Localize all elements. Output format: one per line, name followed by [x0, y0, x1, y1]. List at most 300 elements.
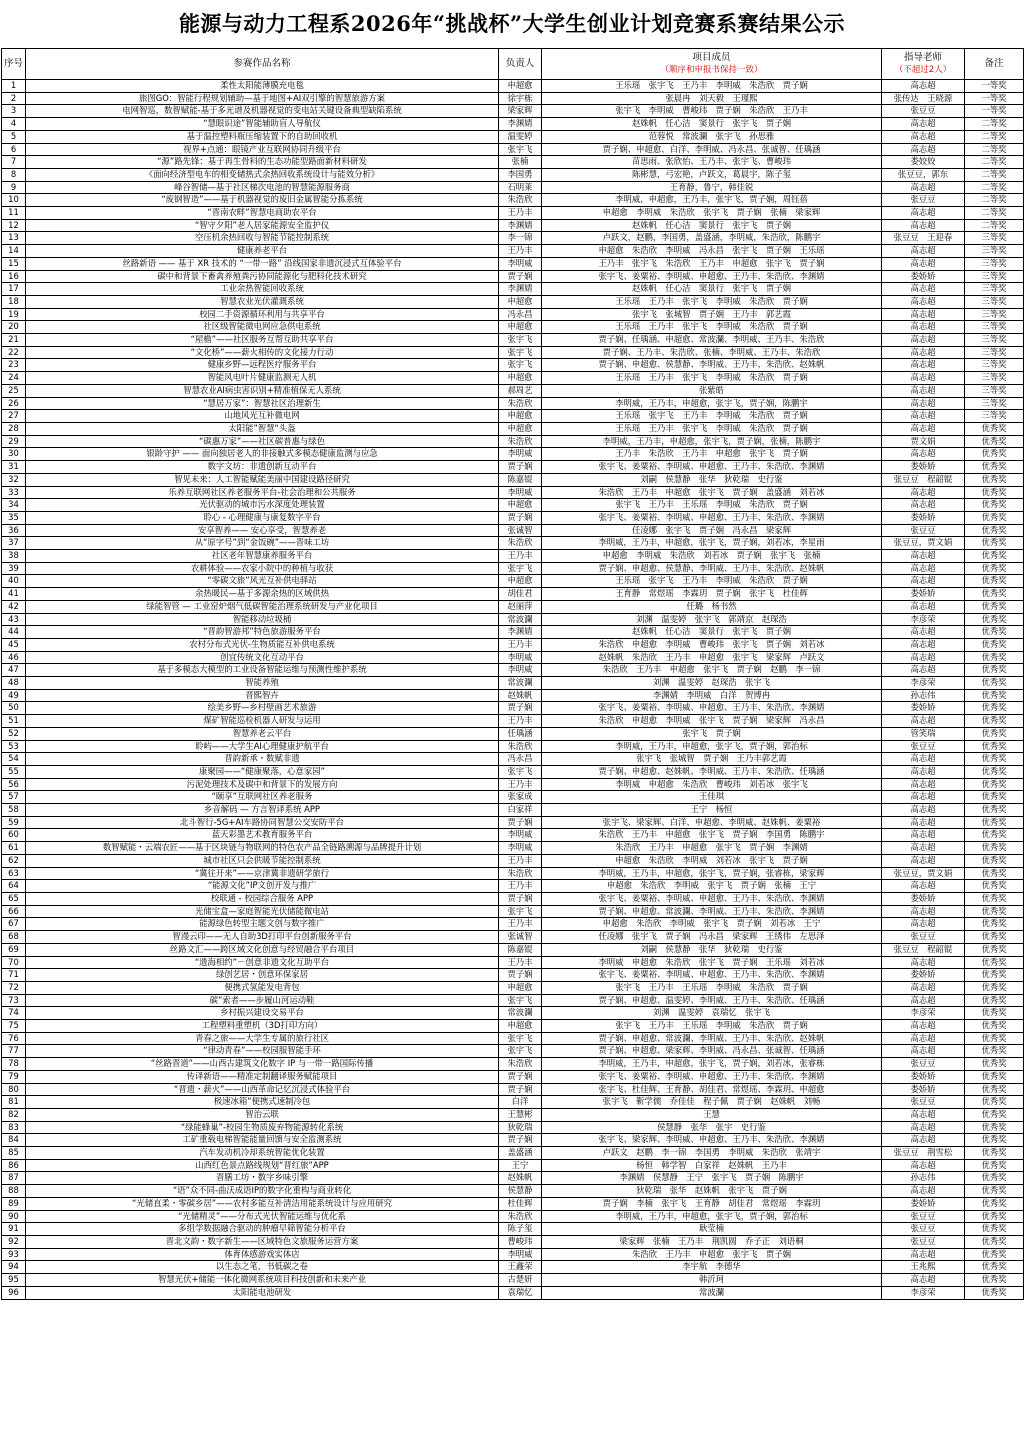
seq-cell: 6: [2, 143, 26, 156]
team-cell: 杨恒 韩学智 白家祥 赵姝帆 王乃丰: [542, 1159, 882, 1172]
table-row: [2, 245, 1024, 258]
table-row: [2, 1159, 1024, 1172]
advisor-cell: 张豆豆 荆雪松: [882, 1147, 965, 1160]
leader-cell: 李明威: [499, 448, 542, 461]
work-cell: 乡村振兴建设交易平台: [26, 1007, 499, 1020]
team-cell: 张宇飞 李明威 曹峻玮 贾子娴 朱浩欣 王乃丰: [542, 105, 882, 118]
table-row: [2, 677, 1024, 690]
remark-cell: 优秀奖: [965, 435, 1024, 448]
team-cell: 王育静 常煜瑶 李霖玥 贾子娴 张宇飞 杜佳辉: [542, 588, 882, 601]
advisor-cell: 张豆豆，郭东: [882, 168, 965, 181]
team-cell: 李明威，申超愈，王乃丰，张宇飞，贾子娴，周钰蓓: [542, 194, 882, 207]
seq-cell: 84: [2, 1134, 26, 1147]
remark-cell: 优秀奖: [965, 677, 1024, 690]
seq-cell: 64: [2, 880, 26, 893]
leader-cell: 张家成: [499, 791, 542, 804]
leader-cell: 常波瀾: [499, 677, 542, 690]
remark-cell: 三等奖: [965, 372, 1024, 385]
advisor-cell: 张豆豆，贾文娟: [882, 537, 965, 550]
remark-cell: 二等奖: [965, 219, 1024, 232]
team-cell: 任璐 杨书然: [542, 600, 882, 613]
work-cell: “零碳文旅”风光互补供电驿站: [26, 575, 499, 588]
team-cell: 刘嗣 侯慧静 张华 狄乾瑞 史行鉴: [542, 473, 882, 486]
advisor-cell: 高志超: [882, 664, 965, 677]
remark-cell: 优秀奖: [965, 461, 1024, 474]
advisor-cell: 高志超: [882, 550, 965, 563]
work-cell: 晋韵新承・数赋非遗: [26, 753, 499, 766]
table-row: [2, 1147, 1024, 1160]
team-cell: 赵姝帆 朱浩欣 王乃丰 申超愈 张宇飞 梁家辉 卢跃文: [542, 651, 882, 664]
table-row: [2, 207, 1024, 220]
team-cell: 张宇飞 贾子娴: [542, 727, 882, 740]
table-row: [2, 613, 1024, 626]
team-cell: 赵姝帆 任心洁 窦景行 张宇飞 贾子娴: [542, 118, 882, 131]
remark-cell: 优秀奖: [965, 1121, 1024, 1134]
work-cell: 传译新语——精准定制翻译服务赋能项目: [26, 1070, 499, 1083]
table-row: [2, 1248, 1024, 1261]
leader-cell: 石明莱: [499, 181, 542, 194]
leader-cell: 狄乾瑞: [499, 1121, 542, 1134]
remark-cell: 优秀奖: [965, 816, 1024, 829]
leader-cell: 申超愈: [499, 410, 542, 423]
work-cell: “晋遗・薪火”——山西革命记忆沉浸式体验平台: [26, 1083, 499, 1096]
team-cell: 王乐瑶 王乃丰 张宇飞 李明威 朱浩欣 贾子娴: [542, 422, 882, 435]
table-row: [2, 410, 1024, 423]
seq-cell: 60: [2, 829, 26, 842]
leader-cell: 赵丽萍: [499, 600, 542, 613]
team-cell: 王乐瑶 王乃丰 张宇飞 李明威 朱浩欣 贾子娴: [542, 321, 882, 334]
work-cell: 体育体感游戏实体店: [26, 1248, 499, 1261]
advisor-cell: 高志超: [882, 1159, 965, 1172]
leader-cell: 李国勇: [499, 168, 542, 181]
table-row: [2, 422, 1024, 435]
seq-cell: 48: [2, 677, 26, 690]
table-row: [2, 638, 1024, 651]
advisor-cell: 高志超: [882, 715, 965, 728]
seq-cell: 81: [2, 1096, 26, 1109]
advisor-cell: 娄娇娇: [882, 461, 965, 474]
team-cell: 张宇飞、姜粟裕、李明威、申超愈、王乃丰、朱浩欣、李渊婧: [542, 511, 882, 524]
leader-cell: 张宇飞: [499, 562, 542, 575]
work-cell: 智慧光伏+储能一体化微网系统项目科技创新和未来产业: [26, 1274, 499, 1287]
leader-cell: 侯慧静: [499, 1185, 542, 1198]
advisor-cell: 张豆豆: [882, 740, 965, 753]
work-cell: 以生态之笔，书低碳之卷: [26, 1261, 499, 1274]
table-row: [2, 765, 1024, 778]
leader-cell: 王乃丰: [499, 638, 542, 651]
work-cell: 工业余热智能回收系统: [26, 283, 499, 296]
seq-cell: 68: [2, 931, 26, 944]
work-cell: 智能移动垃圾桶: [26, 613, 499, 626]
leader-cell: 李渊婧: [499, 219, 542, 232]
table-row: [2, 1083, 1024, 1096]
remark-cell: 三等奖: [965, 270, 1024, 283]
seq-cell: 45: [2, 638, 26, 651]
leader-cell: 贾子娴: [499, 702, 542, 715]
header-leader: 负责人: [499, 49, 542, 80]
advisor-cell: 高志超: [882, 80, 965, 93]
leader-cell: 贾子娴: [499, 1083, 542, 1096]
advisor-cell: 高志超: [882, 372, 965, 385]
seq-cell: 57: [2, 791, 26, 804]
advisor-cell: 张豆豆: [882, 524, 965, 537]
team-cell: 朱浩欣 申超愈 李明威 曹峻玮 张宇飞 贾子娴 刘若冰: [542, 638, 882, 651]
seq-cell: 4: [2, 118, 26, 131]
advisor-cell: 张豆豆 程韶锟: [882, 473, 965, 486]
leader-cell: 赵姝帆: [499, 1172, 542, 1185]
team-cell: 李渊婧 李明威 白洋 贺博冉: [542, 689, 882, 702]
advisor-cell: 高志超: [882, 1134, 965, 1147]
leader-cell: 李明威: [499, 486, 542, 499]
leader-cell: 贾子娴: [499, 969, 542, 982]
table-row: [2, 753, 1024, 766]
work-cell: “光储精灵”——分布式光伏智能运维与优化系: [26, 1210, 499, 1223]
advisor-cell: 娄娇娇: [882, 969, 965, 982]
team-cell: 张宇飞 张城智 贾子娴 王乃丰 郭艺霞: [542, 308, 882, 321]
work-cell: 聆屿——大学生AI心理健康护航平台: [26, 740, 499, 753]
team-cell: 张宇飞、姜粟裕、李明威、申超愈、王乃丰、朱浩欣、李渊婧: [542, 969, 882, 982]
seq-cell: 94: [2, 1261, 26, 1274]
leader-cell: 朱浩欣: [499, 194, 542, 207]
advisor-cell: 高志超: [882, 384, 965, 397]
work-cell: 智慧农业光伏灌溉系统: [26, 295, 499, 308]
table-row: [2, 778, 1024, 791]
remark-cell: 优秀奖: [965, 550, 1024, 563]
seq-cell: 28: [2, 422, 26, 435]
seq-cell: 27: [2, 410, 26, 423]
team-cell: 李明威，王乃丰，申超愈，张宇飞，贾子娴，张睿栋，梁家辉: [542, 867, 882, 880]
table-row: [2, 283, 1024, 296]
seq-cell: 20: [2, 321, 26, 334]
leader-cell: 郝周艺: [499, 384, 542, 397]
remark-cell: 优秀奖: [965, 600, 1024, 613]
table-row: [2, 854, 1024, 867]
advisor-cell: 李彦荣: [882, 613, 965, 626]
advisor-cell: 高志超: [882, 981, 965, 994]
team-cell: 申超愈 朱浩欣 李明威 刘若冰 张宇飞 贾子娴: [542, 854, 882, 867]
team-cell: 张宇飞、梁家辉、李明威、申超愈、王乃丰、朱浩欣、李渊婧: [542, 1134, 882, 1147]
seq-cell: 89: [2, 1197, 26, 1210]
table-row: [2, 740, 1024, 753]
seq-cell: 80: [2, 1083, 26, 1096]
work-cell: 基于温控塑料瓶压缩装置下的自助回收机: [26, 130, 499, 143]
team-cell: 张宇飞、姜粟裕、李明威、申超愈、王乃丰、朱浩欣、李渊婧: [542, 893, 882, 906]
team-cell: 张宇飞、梁家辉、白洋、申超愈、李明威、赵姝帆、姜粟裕: [542, 816, 882, 829]
team-cell: 张宇飞 王乃丰 王乐瑶 李明威 朱浩欣 贾子娴: [542, 981, 882, 994]
advisor-cell: 高志超: [882, 842, 965, 855]
leader-cell: 张宇飞: [499, 905, 542, 918]
team-cell: 贾子娴 李楠 张宇飞 王育静 胡佳君 常煜瑶 李霖玥: [542, 1197, 882, 1210]
table-row: [2, 816, 1024, 829]
table-row: [2, 918, 1024, 931]
advisor-cell: 张豆豆: [882, 1223, 965, 1236]
remark-cell: 优秀奖: [965, 931, 1024, 944]
table-body: [2, 80, 1024, 1300]
remark-cell: 优秀奖: [965, 918, 1024, 931]
team-cell: 王乐瑶 张宇飞 王乃丰 李明威 朱浩欣 贾子娴: [542, 410, 882, 423]
advisor-cell: 孙志伟: [882, 1172, 965, 1185]
team-cell: 赵姝帆 任心洁 窦景行 张宇飞 贾子娴: [542, 219, 882, 232]
team-cell: 贾子娴、申超愈、赵姝帆、李明威、王乃丰、朱浩欣、任瑀涵: [542, 765, 882, 778]
table-row: [2, 626, 1024, 639]
header-advisor-note: （不超过2人）: [894, 65, 952, 75]
seq-cell: 76: [2, 1032, 26, 1045]
advisor-cell: 高志超: [882, 753, 965, 766]
team-cell: 贾子娴、申超愈、常波瀾、李明威、王乃丰、朱浩欣、李渊婧: [542, 905, 882, 918]
work-cell: 智能风电叶片健康监测无人机: [26, 372, 499, 385]
remark-cell: 优秀奖: [965, 893, 1024, 906]
advisor-cell: 高志超: [882, 422, 965, 435]
team-cell: 李明威 申超愈 朱浩欣 张宇飞 贾子娴 王乐瑶 刘若冰: [542, 956, 882, 969]
advisor-cell: 高志超: [882, 448, 965, 461]
team-cell: 朱浩欣 王乃丰 申超愈 张宇飞 贾子娴 赵鹏 李一锦: [542, 664, 882, 677]
table-row: [2, 448, 1024, 461]
work-cell: 光储宝盒—家庭智能光伏储能微电站: [26, 905, 499, 918]
header-remark: 备注: [965, 49, 1024, 80]
seq-cell: 23: [2, 359, 26, 372]
remark-cell: 优秀奖: [965, 1020, 1024, 1033]
work-cell: “绿能蜂巢”-校园生物质废弃物能源转化系统: [26, 1121, 499, 1134]
work-cell: 北斗智行-5G+AI车路协同智慧公交安防平台: [26, 816, 499, 829]
leader-cell: 温雯婷: [499, 130, 542, 143]
table-row: [2, 1286, 1024, 1299]
seq-cell: 70: [2, 956, 26, 969]
seq-cell: 37: [2, 537, 26, 550]
remark-cell: 优秀奖: [965, 727, 1024, 740]
work-cell: “源”路先锋：基于再生骨料的生态功能型路面新材料研发: [26, 156, 499, 169]
leader-cell: 王乃丰: [499, 245, 542, 258]
work-cell: 碳中和背景下畜禽养殖粪污协同能源化与肥料化技术研究: [26, 270, 499, 283]
advisor-cell: 娄娇娇: [882, 893, 965, 906]
team-cell: 卢跃文 赵鹏 李一锦 李国勇 李明威 朱浩欣 张靖宇: [542, 1147, 882, 1160]
work-cell: “能源文化”IP文创开发与推广: [26, 880, 499, 893]
table-row: [2, 829, 1024, 842]
advisor-cell: 张豆豆: [882, 194, 965, 207]
leader-cell: 贾子娴: [499, 1070, 542, 1083]
remark-cell: 优秀奖: [965, 511, 1024, 524]
work-cell: 丝路新语 —— 基于 XR 技术的 “一带一路” 沿线国家非遗沉浸式互体验平台: [26, 257, 499, 270]
seq-cell: 95: [2, 1274, 26, 1287]
work-cell: 绘美乡野—乡村壁画艺术旅游: [26, 702, 499, 715]
team-cell: 张宇飞、姜粟裕、李明威、申超愈、王乃丰、朱浩欣、李渊婧: [542, 702, 882, 715]
team-cell: 张宇飞、姜粟裕、李明威、申超愈、王乃丰、朱浩欣、李渊婧: [542, 1070, 882, 1083]
remark-cell: 优秀奖: [965, 829, 1024, 842]
seq-cell: 8: [2, 168, 26, 181]
leader-cell: 申超愈: [499, 575, 542, 588]
advisor-cell: 高志超: [882, 207, 965, 220]
seq-cell: 31: [2, 461, 26, 474]
leader-cell: 张宇飞: [499, 1045, 542, 1058]
seq-cell: 67: [2, 918, 26, 931]
seq-cell: 1: [2, 80, 26, 93]
leader-cell: 贾子娴: [499, 511, 542, 524]
table-row: [2, 867, 1024, 880]
team-cell: 狄乾瑞 张华 赵姝帆 张宇飞 贾子娴: [542, 1185, 882, 1198]
table-row: [2, 1172, 1024, 1185]
team-cell: 王乃丰 张宇飞 朱浩欣 王乃丰 申超愈 张宇飞 贾子娴: [542, 257, 882, 270]
advisor-cell: 高志超: [882, 880, 965, 893]
seq-cell: 16: [2, 270, 26, 283]
leader-cell: 李明威: [499, 257, 542, 270]
header-advisor: [882, 49, 965, 80]
remark-cell: 优秀奖: [965, 956, 1024, 969]
table-row: [2, 359, 1024, 372]
table-row: [2, 931, 1024, 944]
leader-cell: 张宇飞: [499, 994, 542, 1007]
seq-cell: 90: [2, 1210, 26, 1223]
advisor-cell: 高志超: [882, 219, 965, 232]
work-cell: 煤矿智能巡检机器人研发与运用: [26, 715, 499, 728]
table-row: [2, 219, 1024, 232]
leader-cell: 李明威: [499, 664, 542, 677]
leader-cell: 王宁: [499, 1159, 542, 1172]
remark-cell: 优秀奖: [965, 1032, 1024, 1045]
leader-cell: 张宇飞: [499, 334, 542, 347]
work-cell: 健康养老平台: [26, 245, 499, 258]
work-cell: “废钢智造”——基于机器视觉的废旧金属智能分拣系统: [26, 194, 499, 207]
leader-cell: 贾子娴: [499, 893, 542, 906]
seq-cell: 63: [2, 867, 26, 880]
advisor-cell: 李彦荣: [882, 1007, 965, 1020]
table-row: [2, 1070, 1024, 1083]
table-row: [2, 727, 1024, 740]
table-row: [2, 791, 1024, 804]
remark-cell: 优秀奖: [965, 1286, 1024, 1299]
advisor-cell: 高志超: [882, 575, 965, 588]
work-cell: “语”众不同-曲沃成语IP的数字化重构与商业转化: [26, 1185, 499, 1198]
leader-cell: 王乃丰: [499, 715, 542, 728]
seq-cell: 49: [2, 689, 26, 702]
remark-cell: 三等奖: [965, 410, 1024, 423]
team-cell: 申超愈 朱浩欣 李明威 冯永昌 张宇飞 贾子娴 王乐瑶: [542, 245, 882, 258]
seq-cell: 40: [2, 575, 26, 588]
remark-cell: 优秀奖: [965, 422, 1024, 435]
seq-cell: 29: [2, 435, 26, 448]
remark-cell: 优秀奖: [965, 1197, 1024, 1210]
team-cell: 朱浩欣 王乃丰 申超愈 张宇飞 贾子娴 李渊婧: [542, 842, 882, 855]
advisor-cell: 娄娇娇: [882, 702, 965, 715]
remark-cell: 优秀奖: [965, 588, 1024, 601]
leader-cell: 王乃丰: [499, 207, 542, 220]
work-cell: 余热暖民—基于多源余热的区域供热: [26, 588, 499, 601]
seq-cell: 24: [2, 372, 26, 385]
work-cell: 乐养互联网社区养老服务平台-社会治理和公共服务: [26, 486, 499, 499]
leader-cell: 申超愈: [499, 372, 542, 385]
seq-cell: 33: [2, 486, 26, 499]
remark-cell: 二等奖: [965, 118, 1024, 131]
leader-cell: 李明威: [499, 842, 542, 855]
team-cell: 张宇飞 张城智 贾子娴 王乃丰郭艺霞: [542, 753, 882, 766]
header-seq: 序号: [2, 49, 26, 80]
leader-cell: 张宇飞: [499, 1032, 542, 1045]
remark-cell: 优秀奖: [965, 994, 1024, 1007]
seq-cell: 34: [2, 499, 26, 512]
advisor-cell: 高志超: [882, 245, 965, 258]
remark-cell: 优秀奖: [965, 1134, 1024, 1147]
seq-cell: 66: [2, 905, 26, 918]
leader-cell: 赵姝帆: [499, 689, 542, 702]
seq-cell: 54: [2, 753, 26, 766]
work-cell: 校园二手资源循环利用与共享平台: [26, 308, 499, 321]
work-cell: 空压机余热回收与智能节能控制系统: [26, 232, 499, 245]
advisor-cell: 高志超: [882, 283, 965, 296]
advisor-cell: 高志超: [882, 1032, 965, 1045]
remark-cell: 优秀奖: [965, 524, 1024, 537]
seq-cell: 71: [2, 969, 26, 982]
remark-cell: 优秀奖: [965, 499, 1024, 512]
remark-cell: 优秀奖: [965, 1007, 1024, 1020]
header-work: 参赛作品名称: [26, 49, 499, 80]
remark-cell: 二等奖: [965, 143, 1024, 156]
table-row: [2, 156, 1024, 169]
table-row: [2, 168, 1024, 181]
seq-cell: 88: [2, 1185, 26, 1198]
table-row: [2, 1108, 1024, 1121]
seq-cell: 56: [2, 778, 26, 791]
remark-cell: 优秀奖: [965, 715, 1024, 728]
work-cell: “遗海相约”－创意非遗文化互助平台: [26, 956, 499, 969]
work-cell: 工程塑料重塑机（3D打印方向）: [26, 1020, 499, 1033]
remark-cell: 优秀奖: [965, 1210, 1024, 1223]
team-cell: 李明威，王乃丰，申超愈，张宇飞，贾子娴，刘若冰，李星雨: [542, 537, 882, 550]
leader-cell: 申超愈: [499, 981, 542, 994]
remark-cell: 优秀奖: [965, 702, 1024, 715]
remark-cell: 二等奖: [965, 181, 1024, 194]
table-row: [2, 143, 1024, 156]
table-row: [2, 321, 1024, 334]
team-cell: 朱浩欣 王乃丰 申超愈 张宇飞 贾子娴 盖盛涵 刘若冰: [542, 486, 882, 499]
work-cell: 康聚园——“健康聚落，心意家园”: [26, 765, 499, 778]
table-row: [2, 1197, 1024, 1210]
team-cell: 刘嗣 侯慧静 张华 狄乾瑞 史行鉴: [542, 943, 882, 956]
advisor-cell: 张豆豆: [882, 1058, 965, 1071]
advisor-cell: 高志超: [882, 118, 965, 131]
team-cell: 李明威，王乃丰，申超愈，张宇飞，贾子娴，张楠，陈鹏宇: [542, 435, 882, 448]
remark-cell: 优秀奖: [965, 1108, 1024, 1121]
remark-cell: 三等奖: [965, 232, 1024, 245]
table-row: [2, 118, 1024, 131]
team-cell: 李明威，王乃丰，申超愈，张宇飞，贾子娴，刘若冰，张睿栋: [542, 1058, 882, 1071]
work-cell: 多组学数据融合驱动的肿瘤早筛智能分析平台: [26, 1223, 499, 1236]
seq-cell: 5: [2, 130, 26, 143]
work-cell: 社区老年智慧康养服务平台: [26, 550, 499, 563]
leader-cell: 朱浩欣: [499, 740, 542, 753]
remark-cell: 优秀奖: [965, 905, 1024, 918]
team-cell: 李明威 申超愈 朱浩欣 曹峻玮 刘若冰 张宇飞: [542, 778, 882, 791]
leader-cell: 张宇飞: [499, 346, 542, 359]
table-row: [2, 1274, 1024, 1287]
work-cell: 数字文坊：非遗创新互动平台: [26, 461, 499, 474]
leader-cell: 白洋: [499, 1096, 542, 1109]
table-row: [2, 600, 1024, 613]
remark-cell: 优秀奖: [965, 1045, 1024, 1058]
advisor-cell: 高志超: [882, 130, 965, 143]
work-cell: 青春之旅——大学生专属的旅行社区: [26, 1032, 499, 1045]
work-cell: 峰谷智储—基于社区梯次电池的智慧能源服务商: [26, 181, 499, 194]
table-row: [2, 715, 1024, 728]
table-row: [2, 1235, 1024, 1248]
work-cell: 智治云联: [26, 1108, 499, 1121]
remark-cell: 一等奖: [965, 105, 1024, 118]
work-cell: 基于多模态大模型的工业设备智能运维与预测性维护系统: [26, 664, 499, 677]
table-row: [2, 334, 1024, 347]
table-row: [2, 1032, 1024, 1045]
remark-cell: 优秀奖: [965, 1070, 1024, 1083]
table-row: [2, 804, 1024, 817]
work-cell: “文化桥”——薪火相传的文化接力行动: [26, 346, 499, 359]
header-team-note: （顺序和申报书保持一致）: [660, 65, 763, 75]
remark-cell: 一等奖: [965, 80, 1024, 93]
